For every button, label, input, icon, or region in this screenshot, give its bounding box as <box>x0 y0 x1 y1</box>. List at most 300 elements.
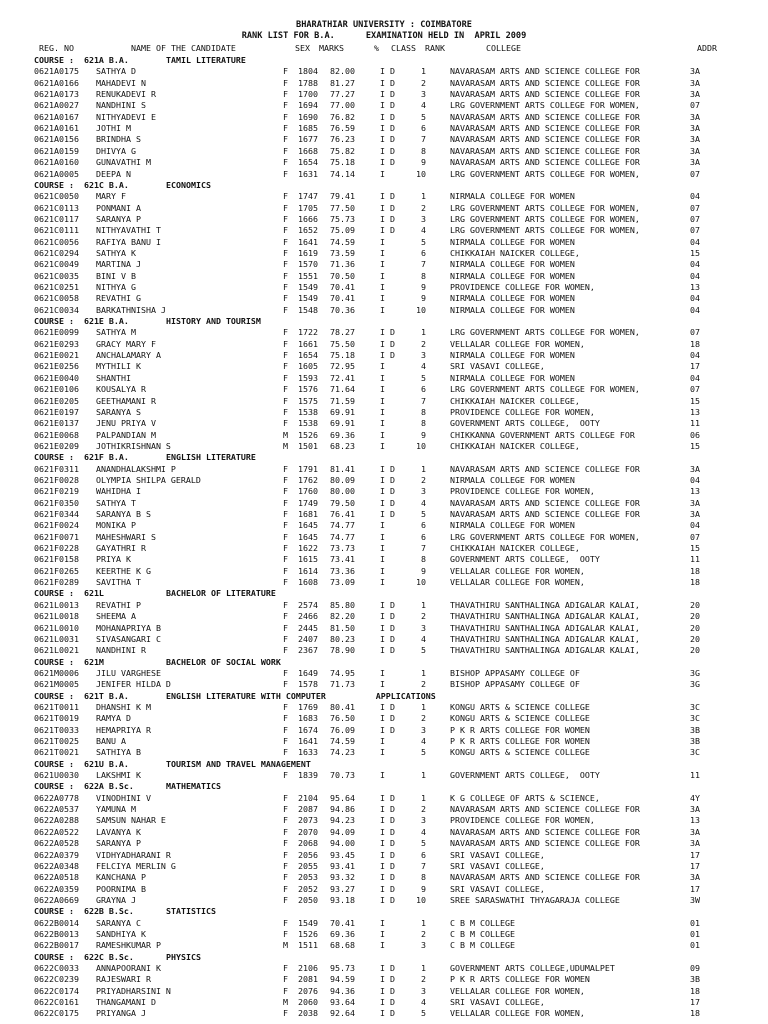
sex: F <box>283 520 288 531</box>
percentage: 94.59 <box>330 974 355 985</box>
class: I <box>380 270 385 281</box>
candidate-name: SATHYA T <box>96 497 136 508</box>
rank-row <box>0 974 768 985</box>
sex: F <box>283 247 288 258</box>
class: I D <box>380 213 395 224</box>
candidate-name: VINODHINI V <box>96 792 151 803</box>
rank-row <box>0 600 768 611</box>
sex: F <box>283 236 288 247</box>
percentage: 71.59 <box>330 395 355 406</box>
rank-row <box>0 100 768 111</box>
reg-no: 0621L0013 <box>34 599 79 610</box>
class: I D <box>380 111 395 122</box>
class: I <box>380 565 385 576</box>
marks: 2070 <box>298 826 318 837</box>
sex: F <box>283 259 288 270</box>
sex: F <box>283 157 288 168</box>
college: BISHOP APPASAMY COLLEGE OF <box>450 667 580 678</box>
candidate-name: SHEEMA A <box>96 611 136 622</box>
addr: 3A <box>690 123 700 134</box>
percentage: 73.41 <box>330 554 355 565</box>
rank: 2 <box>421 974 426 985</box>
rank-row <box>0 203 768 214</box>
rank: 2 <box>421 804 426 815</box>
reg-no: 0621C0251 <box>34 282 79 292</box>
marks: 1668 <box>298 145 318 156</box>
candidate-name: FELCIYA MERLIN G <box>96 860 176 871</box>
reg-no: 0621F0028 <box>34 474 79 485</box>
sex: F <box>283 293 288 304</box>
reg-no: 0621F0071 <box>34 531 79 542</box>
college: NAVARASAM ARTS AND SCIENCE COLLEGE FOR <box>450 66 640 77</box>
course-title: ENGLISH LITERATURE WITH COMPUTER APPLICATIONS <box>166 690 436 701</box>
candidate-name: SATHIYA B <box>96 747 141 758</box>
rank: 4 <box>421 633 426 644</box>
course-heading <box>0 952 768 963</box>
college: SREE SARASWATHI THYAGARAJA COLLEGE <box>450 894 620 905</box>
class: I <box>380 406 385 417</box>
college: VELLALAR COLLEGE FOR WOMEN, <box>450 338 585 349</box>
marks: 1645 <box>298 531 318 542</box>
rank: 7 <box>421 259 426 270</box>
col-reg-no: REG. NO <box>39 43 74 53</box>
sex: F <box>283 463 288 474</box>
column-header-row <box>0 43 768 54</box>
marks: 1511 <box>298 940 318 951</box>
percentage: 74.23 <box>330 747 355 758</box>
rank-row <box>0 134 768 145</box>
class: I <box>380 247 385 258</box>
class: I D <box>380 963 395 973</box>
candidate-name: SATHYA K <box>96 247 136 258</box>
addr: 15 <box>690 247 700 258</box>
rank-row <box>0 418 768 429</box>
percentage: 93.45 <box>330 849 355 860</box>
course-code: COURSE : 622C B.Sc. <box>34 951 134 962</box>
rank-row <box>0 940 768 951</box>
percentage: 81.41 <box>330 463 355 474</box>
addr: 18 <box>690 565 700 576</box>
rank: 10 <box>416 577 426 588</box>
sex: F <box>283 543 288 554</box>
class: I D <box>380 974 395 985</box>
marks: 1769 <box>298 701 318 712</box>
percentage: 70.41 <box>330 293 355 304</box>
college: CHIKKAIAH NAICKER COLLEGE, <box>450 395 580 406</box>
marks: 2060 <box>298 997 318 1008</box>
percentage: 70.73 <box>330 770 355 781</box>
percentage: 74.14 <box>330 168 355 179</box>
candidate-name: KEERTHE K G <box>96 565 151 576</box>
sex: F <box>283 645 288 656</box>
rank-row <box>0 850 768 861</box>
reg-no: 0621F0311 <box>34 463 79 474</box>
marks: 2087 <box>298 804 318 815</box>
percentage: 71.36 <box>330 259 355 270</box>
rank-row <box>0 929 768 940</box>
marks: 1760 <box>298 486 318 497</box>
reg-no: 0622A0669 <box>34 894 79 905</box>
rank: 4 <box>421 361 426 372</box>
candidate-name: GEETHAMANI R <box>96 395 156 406</box>
class: I <box>380 928 385 939</box>
reg-no: 0622A0518 <box>34 872 79 883</box>
marks: 1622 <box>298 543 318 554</box>
marks: 1501 <box>298 440 318 451</box>
addr: 17 <box>690 361 700 372</box>
addr: 3G <box>690 679 700 690</box>
class: I <box>380 168 385 179</box>
rank: 3 <box>421 622 426 633</box>
rank-row <box>0 78 768 89</box>
college: VELLALAR COLLEGE FOR WOMEN, <box>450 565 585 576</box>
reg-no: 0622A0348 <box>34 860 79 871</box>
college: PROVIDENCE COLLEGE FOR WOMEN, <box>450 486 595 497</box>
college: GOVERNMENT ARTS COLLEGE, OOTY <box>450 418 600 429</box>
reg-no: 0621A0156 <box>34 134 79 145</box>
college: THAVATHIRU SANTHALINGA ADIGALAR KALAI, <box>450 622 640 633</box>
addr: 3B <box>690 736 700 746</box>
rank-row <box>0 668 768 679</box>
rank: 5 <box>421 236 426 247</box>
rank-row <box>0 225 768 236</box>
rank: 3 <box>421 815 426 826</box>
college: NIRMALA COLLEGE FOR WOMEN <box>450 270 575 281</box>
addr: 06 <box>690 429 700 440</box>
candidate-name: SATHYA D <box>96 66 136 77</box>
addr: 13 <box>690 486 700 497</box>
college: NIRMALA COLLEGE FOR WOMEN <box>450 520 575 531</box>
reg-no: 0621F0228 <box>34 543 79 554</box>
rank: 2 <box>421 928 426 939</box>
rank-row <box>0 157 768 168</box>
course-title: HISTORY AND TOURISM <box>166 316 261 327</box>
reg-no: 0621E0205 <box>34 395 79 406</box>
marks: 1526 <box>298 429 318 440</box>
rank-row <box>0 861 768 872</box>
addr: 07 <box>690 202 700 213</box>
reg-no: 0621E0197 <box>34 406 79 417</box>
rank-row <box>0 747 768 758</box>
university-title <box>0 20 768 31</box>
rank-row <box>0 430 768 441</box>
college: NAVARASAM ARTS AND SCIENCE COLLEGE FOR <box>450 463 640 474</box>
class: I D <box>380 123 395 134</box>
rank-row <box>0 770 768 781</box>
rank-row <box>0 679 768 690</box>
percentage: 79.50 <box>330 497 355 508</box>
addr: 11 <box>690 770 700 781</box>
course-code: COURSE : 621M <box>34 656 104 667</box>
sex: F <box>283 134 288 145</box>
percentage: 78.90 <box>330 645 355 656</box>
percentage: 72.41 <box>330 372 355 383</box>
class: I D <box>380 849 395 860</box>
class: I <box>380 259 385 270</box>
reg-no: 0621A0175 <box>34 66 79 77</box>
class: I D <box>380 327 395 338</box>
rank-row <box>0 713 768 724</box>
rank-row <box>0 884 768 895</box>
candidate-name: BARKATHNISHA J <box>96 304 166 315</box>
addr: 20 <box>690 645 700 656</box>
rank: 1 <box>421 599 426 610</box>
sex: F <box>283 123 288 134</box>
candidate-name: MONIKA P <box>96 520 136 531</box>
rank: 8 <box>421 145 426 156</box>
class: I D <box>380 872 395 883</box>
marks: 1593 <box>298 372 318 383</box>
rank-row <box>0 554 768 565</box>
addr: 17 <box>690 883 700 894</box>
class: I <box>380 282 385 292</box>
percentage: 68.68 <box>330 940 355 951</box>
rank: 7 <box>421 134 426 145</box>
rank: 1 <box>421 917 426 928</box>
candidate-name: RAMYA D <box>96 713 131 724</box>
percentage: 93.41 <box>330 860 355 871</box>
rank: 1 <box>421 701 426 712</box>
college: NIRMALA COLLEGE FOR WOMEN <box>450 474 575 485</box>
rank: 1 <box>421 792 426 803</box>
college: NAVARASAM ARTS AND SCIENCE COLLEGE FOR <box>450 123 640 134</box>
reg-no: 0621F0289 <box>34 577 79 588</box>
class: I D <box>380 474 395 485</box>
percentage: 69.36 <box>330 429 355 440</box>
rank: 4 <box>421 736 426 746</box>
reg-no: 0622C0174 <box>34 985 79 996</box>
rank: 3 <box>421 486 426 497</box>
sex: F <box>283 202 288 213</box>
addr: 17 <box>690 860 700 871</box>
reg-no: 0621C0294 <box>34 247 79 258</box>
rank-row <box>0 918 768 929</box>
addr: 07 <box>690 168 700 179</box>
reg-no: 0621L0010 <box>34 622 79 633</box>
marks: 1677 <box>298 134 318 145</box>
marks: 2068 <box>298 838 318 849</box>
rank-row <box>0 577 768 588</box>
col-college: COLLEGE <box>486 43 521 53</box>
percentage: 77.27 <box>330 89 355 100</box>
rank: 4 <box>421 100 426 111</box>
rank-row <box>0 702 768 713</box>
marks: 2076 <box>298 985 318 996</box>
marks: 1549 <box>298 293 318 304</box>
course-heading <box>0 781 768 792</box>
reg-no: 0621U0030 <box>34 770 79 781</box>
addr: 15 <box>690 440 700 451</box>
sex: F <box>283 747 288 758</box>
marks: 1747 <box>298 191 318 202</box>
sex: F <box>283 213 288 224</box>
class: I <box>380 940 385 951</box>
candidate-name: POORNIMA B <box>96 883 146 894</box>
class: I D <box>380 497 395 508</box>
reg-no: 0622C0033 <box>34 963 79 973</box>
college: NAVARASAM ARTS AND SCIENCE COLLEGE FOR <box>450 145 640 156</box>
candidate-name: HEMAPRIYA R <box>96 724 151 735</box>
sex: F <box>283 554 288 565</box>
sex: F <box>283 713 288 724</box>
course-heading <box>0 759 768 770</box>
candidate-name: SARANYA S <box>96 406 141 417</box>
candidate-name: MAHADEVI N <box>96 77 146 88</box>
addr: 18 <box>690 1008 700 1019</box>
college: NAVARASAM ARTS AND SCIENCE COLLEGE FOR <box>450 497 640 508</box>
percentage: 76.23 <box>330 134 355 145</box>
addr: 07 <box>690 531 700 542</box>
addr: 3A <box>690 497 700 508</box>
marks: 1839 <box>298 770 318 781</box>
addr: 01 <box>690 928 700 939</box>
percentage: 76.59 <box>330 123 355 134</box>
marks: 1633 <box>298 747 318 758</box>
sex: F <box>283 838 288 849</box>
sex: F <box>283 66 288 77</box>
class: I D <box>380 1008 395 1019</box>
course-code: COURSE : 621E B.A. <box>34 316 129 327</box>
candidate-name: BANU A <box>96 736 126 746</box>
sex: F <box>283 168 288 179</box>
candidate-name: ANCHALAMARY A <box>96 350 161 361</box>
addr: 3B <box>690 724 700 735</box>
rank-row <box>0 112 768 123</box>
marks: 1538 <box>298 418 318 429</box>
marks: 1570 <box>298 259 318 270</box>
rank-row <box>0 963 768 974</box>
marks: 1652 <box>298 225 318 236</box>
college: PROVIDENCE COLLEGE FOR WOMEN, <box>450 406 595 417</box>
rank-row <box>0 282 768 293</box>
rank: 9 <box>421 293 426 304</box>
addr: 17 <box>690 849 700 860</box>
rank: 5 <box>421 509 426 519</box>
sex: F <box>283 701 288 712</box>
rank-list-subtitle <box>0 31 768 42</box>
col-marks: MARKS <box>319 43 344 53</box>
rank: 9 <box>421 565 426 576</box>
reg-no: 0622C0239 <box>34 974 79 985</box>
sex: F <box>283 327 288 338</box>
rank-row <box>0 214 768 225</box>
candidate-name: PRIYADHARSINI N <box>96 985 171 996</box>
addr: 18 <box>690 985 700 996</box>
college: K G COLLEGE OF ARTS & SCIENCE, <box>450 792 600 803</box>
college: PROVIDENCE COLLEGE FOR WOMEN, <box>450 282 595 292</box>
rank-row <box>0 66 768 77</box>
class: I D <box>380 225 395 236</box>
percentage: 94.23 <box>330 815 355 826</box>
class: I D <box>380 701 395 712</box>
reg-no: 0622A0537 <box>34 804 79 815</box>
marks: 1683 <box>298 713 318 724</box>
class: I D <box>380 89 395 100</box>
rank: 2 <box>421 202 426 213</box>
marks: 2052 <box>298 883 318 894</box>
class: I <box>380 577 385 588</box>
college: GOVERNMENT ARTS COLLEGE, OOTY <box>450 770 600 781</box>
college: LRG GOVERNMENT ARTS COLLEGE FOR WOMEN, <box>450 531 640 542</box>
sex: M <box>283 440 288 451</box>
candidate-name: GRACY MARY F <box>96 338 156 349</box>
reg-no: 0622A0522 <box>34 826 79 837</box>
sex: F <box>283 565 288 576</box>
rank: 6 <box>421 849 426 860</box>
class: I D <box>380 792 395 803</box>
class: I D <box>380 622 395 633</box>
reg-no: 0621C0058 <box>34 293 79 304</box>
addr: 11 <box>690 554 700 565</box>
reg-no: 0621C0050 <box>34 191 79 202</box>
percentage: 72.95 <box>330 361 355 372</box>
addr: 04 <box>690 236 700 247</box>
sex: M <box>283 429 288 440</box>
college: KONGU ARTS & SCIENCE COLLEGE <box>450 747 590 758</box>
percentage: 69.91 <box>330 418 355 429</box>
college: NAVARASAM ARTS AND SCIENCE COLLEGE FOR <box>450 134 640 145</box>
rank: 6 <box>421 531 426 542</box>
marks: 2445 <box>298 622 318 633</box>
college: GOVERNMENT ARTS COLLEGE,UDUMALPET <box>450 963 615 973</box>
rank-row <box>0 396 768 407</box>
sex: F <box>283 1008 288 1019</box>
sex: F <box>283 974 288 985</box>
rank: 3 <box>421 985 426 996</box>
rank-row <box>0 543 768 554</box>
candidate-name: NANDHINI R <box>96 645 146 656</box>
class: I D <box>380 77 395 88</box>
percentage: 79.41 <box>330 191 355 202</box>
candidate-name: JENU PRIYA V <box>96 418 156 429</box>
rank-row <box>0 804 768 815</box>
reg-no: 0621E0106 <box>34 384 79 395</box>
rank: 1 <box>421 327 426 338</box>
rank: 1 <box>421 963 426 973</box>
percentage: 73.59 <box>330 247 355 258</box>
rank: 8 <box>421 406 426 417</box>
percentage: 80.00 <box>330 486 355 497</box>
reg-no: 0621E0068 <box>34 429 79 440</box>
sex: F <box>283 361 288 372</box>
course-code: COURSE : 621A B.A. <box>34 55 129 65</box>
percentage: 76.82 <box>330 111 355 122</box>
course-heading <box>0 657 768 668</box>
candidate-name: MOHANAPRIYA B <box>96 622 161 633</box>
sex: F <box>283 145 288 156</box>
addr: 07 <box>690 225 700 236</box>
reg-no: 0621F0158 <box>34 554 79 565</box>
marks: 2050 <box>298 894 318 905</box>
percentage: 71.73 <box>330 679 355 690</box>
course-title: BACHELOR OF LITERATURE <box>166 588 276 599</box>
addr: 04 <box>690 259 700 270</box>
class: I <box>380 418 385 429</box>
rank: 6 <box>421 520 426 531</box>
class: I D <box>380 815 395 826</box>
course-title: TAMIL LITERATURE <box>166 55 246 65</box>
candidate-name: ANANDHALAKSHMI P <box>96 463 176 474</box>
rank: 2 <box>421 679 426 690</box>
addr: 07 <box>690 327 700 338</box>
percentage: 80.41 <box>330 701 355 712</box>
candidate-name: MAHESHWARI S <box>96 531 156 542</box>
percentage: 80.23 <box>330 633 355 644</box>
percentage: 76.41 <box>330 509 355 519</box>
class: I D <box>380 997 395 1008</box>
marks: 1804 <box>298 66 318 77</box>
sex: F <box>283 804 288 815</box>
